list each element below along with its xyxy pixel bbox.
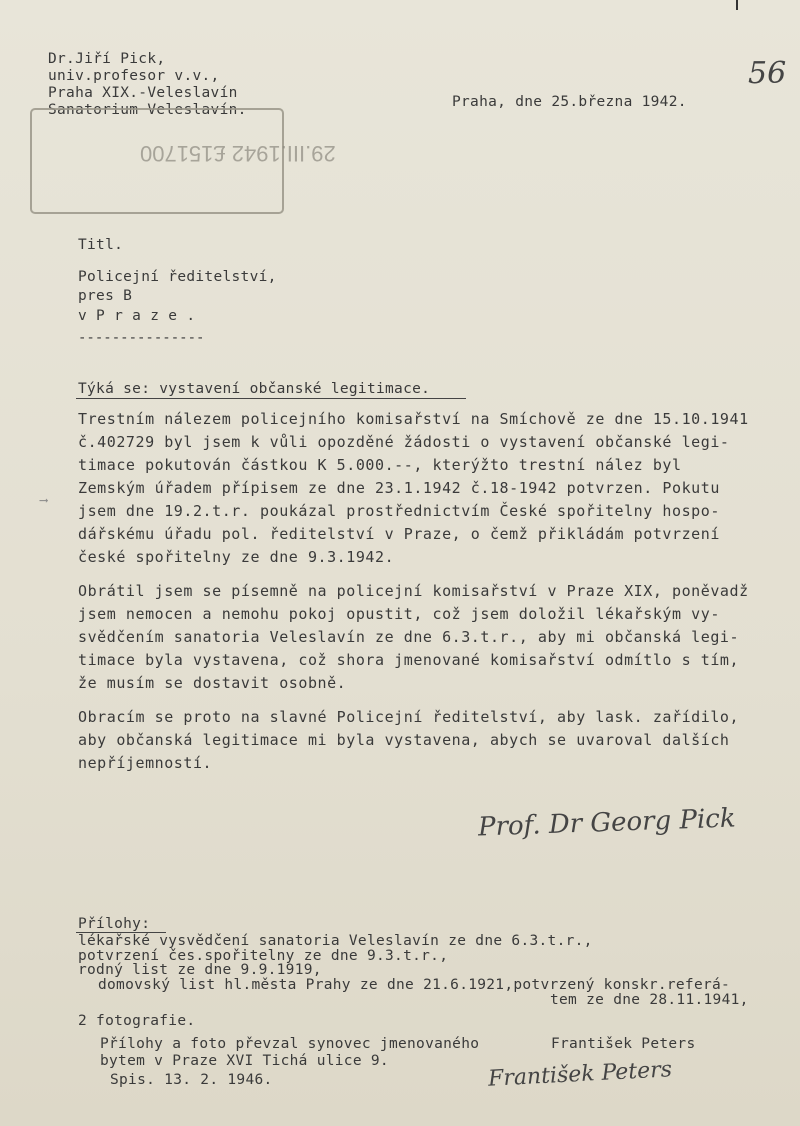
handover-note-line-1: Přílohy a foto převzal synovec jmenovaného [100, 1036, 480, 1052]
edge-mark [736, 0, 738, 10]
paragraph-1-line: Zemským úřadem přípisem ze dne 23.1.1942 č.18-1942 potvrzen. Pokutu [78, 479, 720, 497]
paragraph-2-line: Obrátil jsem se písemně na policejní komisařství v Praze XIX, poněvadž [78, 582, 749, 600]
attachment-item: 2 fotografie. [78, 1013, 196, 1029]
signature: Prof. Dr Georg Pick [477, 803, 737, 843]
addressee-line-1: Policejní ředitelství, [78, 269, 277, 285]
salutation: Titl. [78, 237, 124, 253]
addressee-line-2: pres B [78, 288, 133, 304]
addressee-separator: --------------- [78, 330, 205, 346]
paragraph-1-line: dářskému úřadu pol. ředitelství v Praze, o čemž přikládám potvrzení [78, 525, 720, 543]
attachment-item: domovský list hl.města Prahy ze dne 21.6.1921,potvrzený konskr.referá- [98, 977, 731, 993]
sender-institution: Sanatorium Veleslavín. [48, 102, 247, 118]
paragraph-2-line: svědčením sanatoria Veleslavín ze dne 6.3.t.r., aby mi občanská legi- [78, 628, 740, 646]
date-line: Praha, dne 25.března 1942. [452, 94, 687, 110]
paragraph-1-line: č.402729 byl jsem k vůli opozděné žádosti o vystavení občanské legi- [78, 433, 730, 451]
attachment-item: potvrzení čes.spořitelny ze dne 9.3.t.r., [78, 948, 449, 964]
paragraph-1-line: Trestním nálezem policejního komisařství na Smíchově ze dne 15.10.1941 [78, 410, 749, 428]
handover-signature: František Peters [487, 1057, 673, 1092]
addressee-line-3: v P r a z e . [78, 308, 196, 324]
margin-arrow-icon: ⟶ [40, 493, 48, 507]
paragraph-3-line: Obracím se proto na slavné Policejní ředitelství, aby lask. zařídilo, [78, 708, 740, 726]
subject-line: Týká se: vystavení občanské legitimace. [78, 381, 431, 397]
paragraph-3-line: nepříjemností. [78, 754, 213, 772]
attachment-item: rodný list ze dne 9.9.1919, [78, 962, 322, 978]
paragraph-3-line: aby občanská legitimace mi byla vystavena, abych se uvaroval dalších [78, 731, 730, 749]
paragraph-2-line: timace byla vystavena, což shora jmenované komisařství odmítlo s tím, [78, 651, 740, 669]
sender-title: univ.profesor v.v., [48, 68, 220, 84]
sender-name: Dr.Jiří Pick, [48, 51, 166, 67]
subject-underline [76, 398, 466, 399]
handover-note-date: Spis. 13. 2. 1946. [110, 1072, 273, 1088]
paragraph-2-line: že musím se dostavit osobně. [78, 674, 347, 692]
paragraph-1-line: timace pokutován částkou K 5.000.--, kterýžto trestní nález byl [78, 456, 682, 474]
entry-stamp-text: 29.III.1942 £151700 [140, 141, 336, 166]
attachment-item: tem ze dne 28.11.1941, [550, 992, 749, 1008]
attachment-item: lékařské vysvědčení sanatoria Veleslavín ze dne 6.3.t.r., [78, 933, 593, 949]
handover-note-name: František Peters [551, 1036, 696, 1052]
handwritten-number: 56 [748, 56, 787, 91]
paragraph-1-line: jsem dne 19.2.t.r. poukázal prostřednictvím České spořitelny hospo- [78, 502, 720, 520]
attachments-heading: Přílohy: [78, 916, 151, 932]
handover-note-line-2: bytem v Praze XVI Tichá ulice 9. [100, 1053, 389, 1069]
paragraph-1-line: české spořitelny ze dne 9.3.1942. [78, 548, 395, 566]
sender-address: Praha XIX.-Veleslavín [48, 85, 238, 101]
paragraph-2-line: jsem nemocen a nemohu pokoj opustit, což jsem doložil lékařským vy- [78, 605, 720, 623]
